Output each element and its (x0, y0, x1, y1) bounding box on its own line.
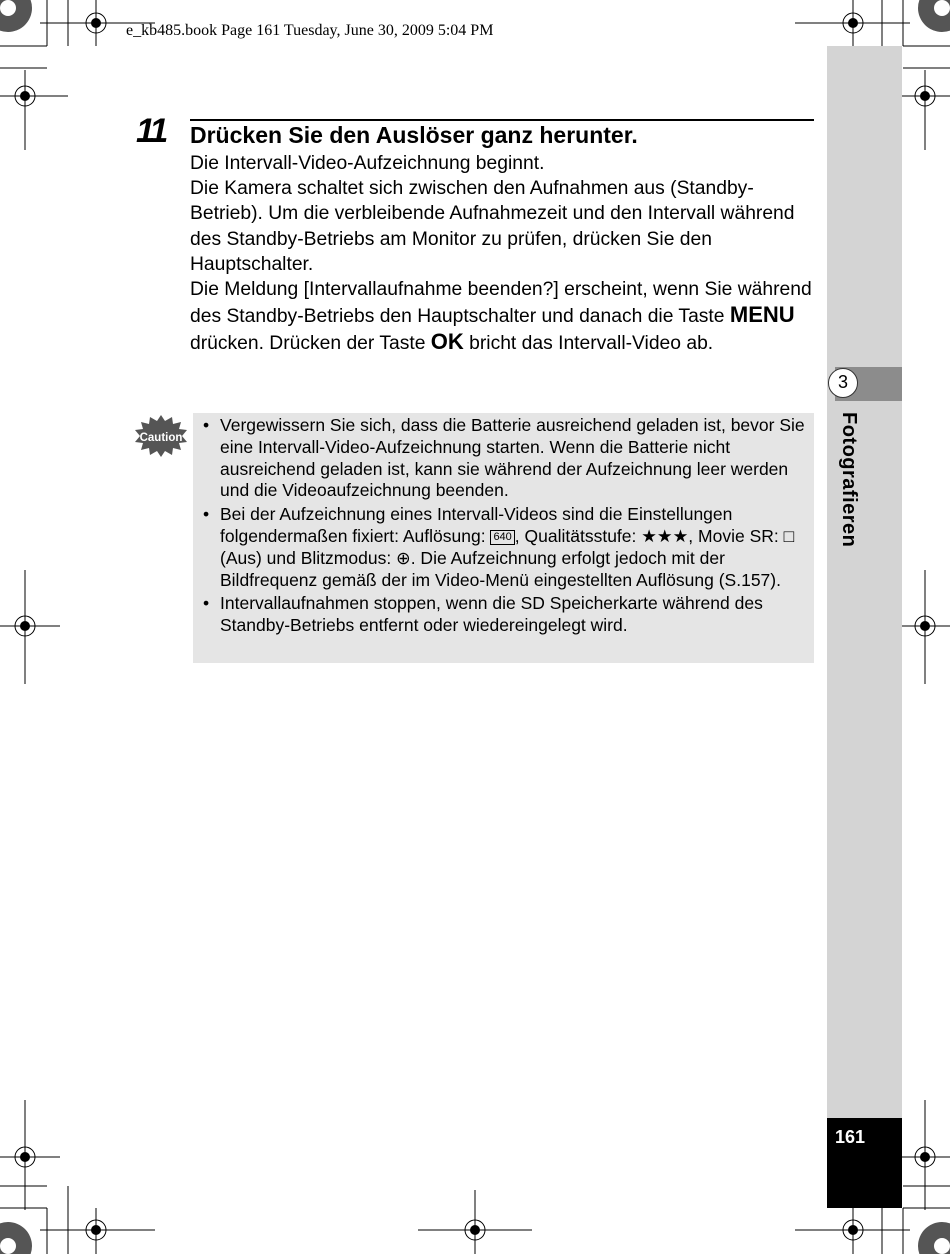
resolution-640-icon: 640 (490, 530, 514, 545)
step-paragraph-3 (190, 277, 820, 357)
chapter-number: 3 (828, 368, 858, 398)
step-paragraph-3-text-b: drücken. Drücken der Taste (190, 333, 431, 355)
step-paragraph-2: Die Kamera schaltet sich zwischen den Aufnahmen aus (Standby-Betrieb). Um die verbleibende Aufnahmezeit und den Intervall während des Standby-Betriebs am Monitor zu prüfen, drücken Sie den Hauptschalter. (190, 178, 795, 275)
step-paragraph-3-text-a: Die Meldung [Intervallaufnahme beenden?] erscheint, wenn Sie während des Standby-Betriebs den Hauptschalter und danach die Taste (190, 279, 812, 328)
ok-key-label: OK (430, 329, 464, 355)
step-paragraph-1: Die Intervall-Video-Aufzeichnung beginnt. (190, 153, 545, 174)
step-title: Drücken Sie den Auslöser ganz herunter. (190, 122, 638, 148)
caution-item-2-text-a: Bei der Aufzeichnung eines Intervall-Videos sind die Einstellungen folgendermaßen fixiert: Auflösung: (220, 504, 733, 546)
caution-item-3: • Intervallaufnahmen stoppen, wenn die SD Speicherkarte während des Standby-Betriebs entfernt oder wiedereingelegt wird. (193, 593, 809, 637)
step-number: 11 (136, 112, 166, 150)
caution-item-2-text-b: , Qualitätsstufe: ★★★, Movie SR: □ (Aus) und Blitzmodus: ⊕. Die Aufzeichnung erfolgt jedoch mit der Bildfrequenz gemäß der im Video-Menü eingestellten Auflösung (S.157). (220, 525, 795, 590)
menu-key-label: MENU (729, 302, 795, 328)
chapter-side-bar (827, 46, 902, 1208)
page-number: 161 (835, 1127, 866, 1147)
caution-icon (135, 415, 187, 457)
step-paragraph-3-text-c: bricht das Intervall-Video ab. (463, 333, 714, 355)
chapter-title: Fotografieren (838, 412, 860, 548)
caution-item-2 (193, 504, 809, 591)
caution-label: Caution (139, 432, 183, 444)
step-body (190, 151, 820, 357)
running-head: e_kb485.book Page 161 Tuesday, June 30, 2009 5:04 PM (126, 22, 494, 39)
caution-item-1: • Vergewissern Sie sich, dass die Batterie ausreichend geladen ist, bevor Sie eine Intervall-Video-Aufzeichnung starten. Wenn die Batterie nicht ausreichend geladen ist, kann sie während der Aufzeichnung leer werden und die Videoaufzeichnung beenden. (193, 415, 809, 502)
caution-list (193, 415, 809, 639)
step-rule (190, 119, 814, 121)
